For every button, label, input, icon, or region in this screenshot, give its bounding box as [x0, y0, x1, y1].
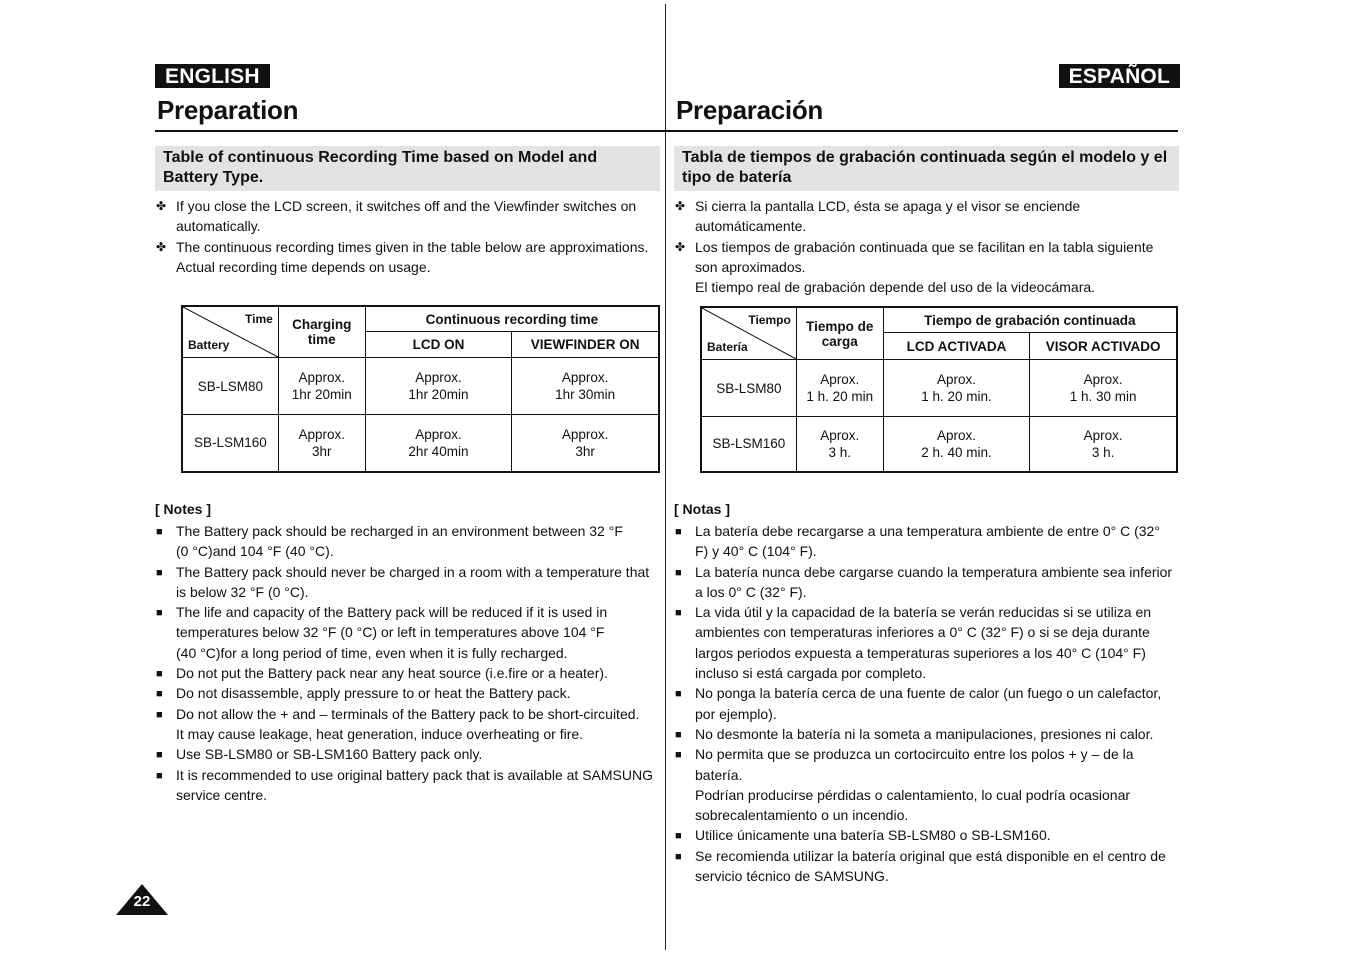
lcd-on-header: LCD ON	[365, 332, 512, 358]
list-item: ✤ The continuous recording times given in the table below are approximations. Actual recording time depends on usage.	[156, 238, 649, 275]
diagonal-header-cell: Tiempo Batería	[701, 307, 796, 360]
bullet-square-icon: ■	[156, 688, 163, 701]
table-row: SB-LSM160 Approx. 3hr Approx. 2hr 40min Approx. 3hr	[182, 415, 659, 472]
bullet-square-icon: ■	[675, 607, 682, 620]
list-item: ■ It is recommended to use original battery pack that is available at SAMSUNG service centre.	[156, 766, 653, 803]
charging-time-header: Tiempo de carga	[796, 307, 883, 360]
column-divider	[665, 4, 666, 950]
bullet-square-icon: ■	[156, 526, 163, 538]
bullet-cross-icon: ✤	[156, 239, 167, 254]
list-item: ■ No permita que se produzca un cortocircuito entre los polos + y – de la batería. Podrían producirse pérdidas o calentamiento, lo cual podría ocasionar sobrecalentamiento o un incendio.	[675, 746, 1134, 824]
page-number-badge: 22	[116, 884, 168, 916]
bullet-square-icon: ■	[156, 769, 163, 782]
bullet-square-icon: ■	[675, 749, 682, 762]
list-item: ■ The Battery pack should never be charged in a room with a temperature that is below 32 °F (0 °C).	[156, 563, 650, 600]
section-heading-spanish: Tabla de tiempos de grabación continuada según el modelo y el tipo de batería	[674, 146, 1179, 191]
page-title-english: Preparation	[157, 95, 299, 125]
bullet-square-icon: ■	[156, 566, 163, 579]
bullet-square-icon: ■	[675, 566, 682, 579]
bullet-cross-icon: ✤	[675, 239, 686, 254]
bullet-square-icon: ■	[156, 749, 163, 762]
continuous-recording-header: Tiempo de grabación continuada	[883, 307, 1177, 333]
list-item: ■ The life and capacity of the Battery pack will be reduced if it is used in temperatures below 32 °F (0 °C) or left in temperatures above 104 °F (40 °C)for a long period of time, even when it is fully recharged.	[156, 604, 608, 661]
list-item: ■ Se recomienda utilizar la batería original que está disponible en el centro de servicio técnico de SAMSUNG.	[675, 847, 1166, 885]
bullet-square-icon: ■	[675, 850, 682, 863]
notes-list-spanish	[674, 521, 1179, 886]
intro-bullets-spanish	[674, 196, 1179, 297]
list-item: ■ La batería nunca debe cargarse cuando la temperatura ambiente sea inferior a los 0° C (32° F).	[675, 563, 1173, 600]
bullet-square-icon: ■	[156, 668, 163, 681]
section-heading-english: Table of continuous Recording Time based on Model and Battery Type.	[155, 146, 660, 191]
notes-heading-spanish: [ Notas ]	[674, 501, 730, 517]
title-rule	[666, 130, 1178, 132]
bullet-square-icon: ■	[675, 688, 682, 701]
list-item: ■ La batería debe recargarse a una temperatura ambiente de entre 0° C (32° F) y 40° C (104° F).	[675, 523, 1160, 560]
list-item: ✤ Si cierra la pantalla LCD, ésta se apaga y el visor se enciende automáticamente.	[675, 198, 1081, 235]
bullet-square-icon: ■	[156, 708, 163, 721]
list-item: ■ Do not put the Battery pack near any heat source (i.e.fire or a heater).	[155, 663, 660, 683]
list-item: ■ Utilice únicamente una batería SB-LSM80 o SB-LSM160.	[674, 825, 1179, 845]
list-item: ■ No ponga la batería cerca de una fuente de calor (un fuego o un calefactor, por ejemplo).	[675, 685, 1162, 722]
list-item: ■ The Battery pack should be recharged in an environment between 32 °F (0 °C)and 104 °F (40 °C).	[156, 523, 623, 560]
bullet-square-icon: ■	[156, 607, 163, 620]
intro-bullets-english	[155, 196, 660, 277]
list-item: ✤ Los tiempos de grabación continuada que se facilitan en la tabla siguiente son aproximados. El tiempo real de grabación depende del uso de la videocámara.	[675, 238, 1154, 296]
recording-time-table-english	[181, 305, 660, 473]
continuous-recording-header: Continuous recording time	[365, 306, 659, 332]
charging-time-header: Charging time	[278, 306, 365, 358]
diagonal-header-cell: Time Battery	[182, 306, 278, 358]
list-item: ■ Do not disassemble, apply pressure to or heat the Battery pack.	[155, 683, 660, 703]
table-row: SB-LSM80 Aprox. 1 h. 20 min Aprox. 1 h. 20 min. Aprox. 1 h. 30 min	[701, 360, 1177, 417]
notes-list-english	[155, 521, 660, 805]
table-row: SB-LSM160 Aprox. 3 h. Aprox. 2 h. 40 min. Aprox. 3 h.	[701, 417, 1177, 472]
viewfinder-on-header: VISOR ACTIVADO	[1030, 333, 1177, 360]
page-title-spanish: Preparación	[676, 95, 823, 125]
bullet-cross-icon: ✤	[156, 199, 167, 213]
bullet-square-icon: ■	[675, 526, 682, 538]
notes-heading-english: [ Notes ]	[155, 501, 211, 517]
viewfinder-on-header: VIEWFINDER ON	[512, 332, 659, 358]
list-item: ■ La vida útil y la capacidad de la batería se verán reducidas si se utiliza en ambientes con temperaturas inferiores a 0° C (32° F) o si se deja durante largos periodos expuesta a temperaturas superiores a los 40° C (104° F) incluso si está cargada por completo.	[675, 604, 1152, 682]
lcd-on-header: LCD ACTIVADA	[883, 333, 1030, 360]
language-badge-spanish: ESPAÑOL	[1059, 64, 1180, 88]
title-rule	[155, 130, 665, 132]
list-item: ■ Use SB-LSM80 or SB-LSM160 Battery pack only.	[155, 744, 660, 764]
bullet-square-icon: ■	[675, 830, 682, 843]
list-item: ■ No desmonte la batería ni la someta a manipulaciones, presiones ni calor.	[674, 724, 1179, 744]
list-item: ✤ If you close the LCD screen, it switches off and the Viewfinder switches on automatically.	[156, 198, 637, 235]
recording-time-table-spanish	[700, 306, 1178, 473]
table-row: SB-LSM80 Approx. 1hr 20min Approx. 1hr 20min Approx. 1hr 30min	[182, 358, 659, 415]
bullet-cross-icon: ✤	[675, 199, 686, 213]
list-item: ■ Do not allow the + and – terminals of the Battery pack to be short-circuited. It may cause leakage, heat generation, induce overheating or fire.	[156, 705, 640, 742]
bullet-square-icon: ■	[675, 728, 682, 741]
language-badge-english: ENGLISH	[155, 64, 270, 88]
